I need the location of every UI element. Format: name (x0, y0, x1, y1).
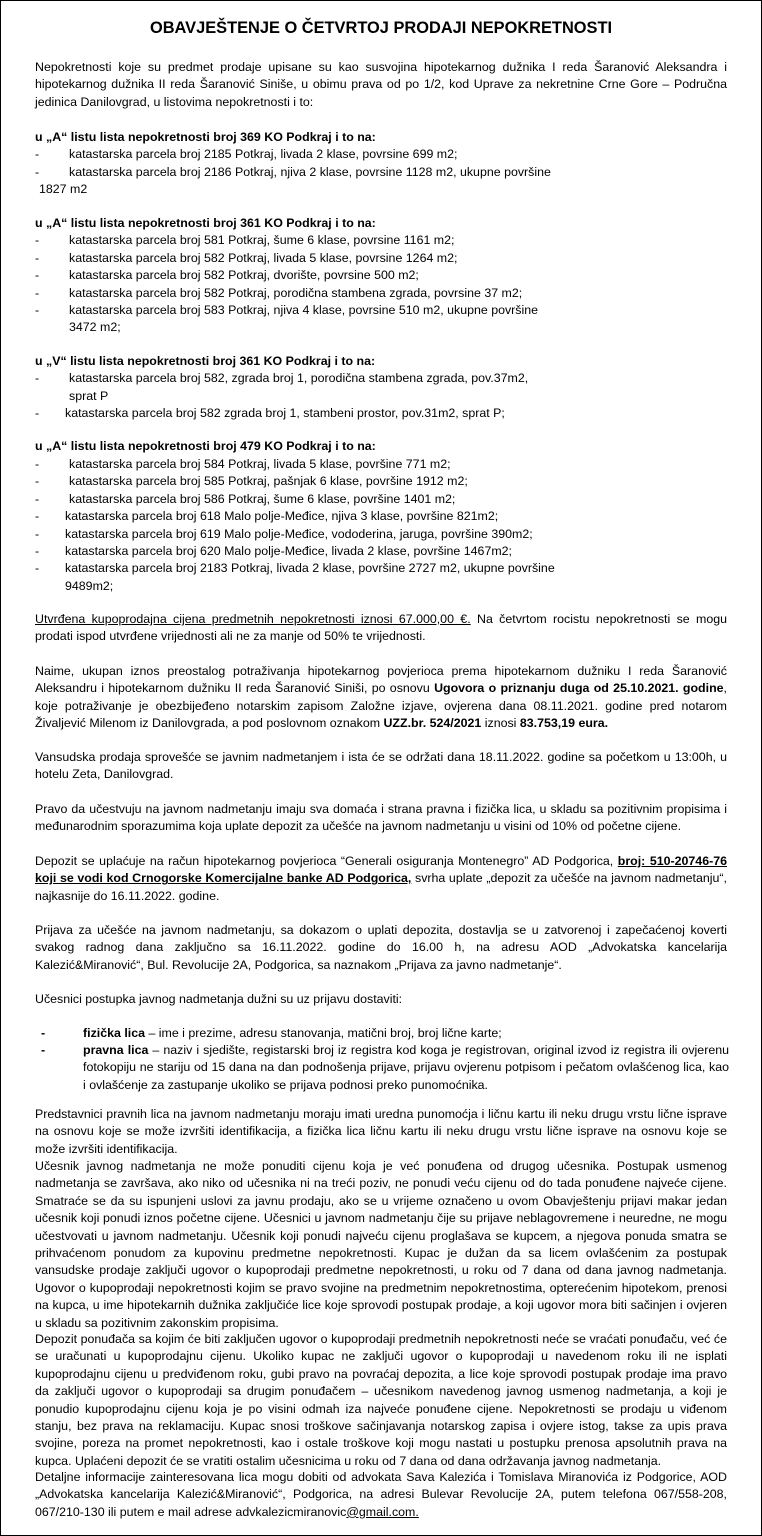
price-rest: Na četvrtom rocistu nepokretnosti se mogu prodati ispod utvrđene vrijednosti ali ne za manje od 50% te vrijednosti. (35, 612, 728, 644)
auction-paragraph: Vansudska prodaja sprovešće se javnim nadmetanjem i ista će se održati dana 18.11.2022. godine sa početkom u 13:00h, u hotelu Zeta, Danilovgrad. (35, 750, 727, 782)
notice-title: OBAVJEŠTENJE O ČETVRTOJ PRODAJI NEPOKRETNOSTI (149, 19, 613, 37)
debt-amount: 83.753,19 eura. (519, 716, 609, 731)
parcel-text: katastarska parcela broj 618 Malo polje-Međice, njiva 3 klase, površine 821m2; (65, 509, 499, 523)
parcel-text: katastarska parcela broj 581 Potkraj, šume 6 klase, povrsine 1161 m2; (69, 233, 455, 247)
application-paragraph: Prijava za učešće na javnom nadmetanju, sa dokazom o uplati depozita, dostavlja se u zatvorenoj i zapečaćenoj koverti svakog radnog dana zaključno sa 16.11.2022. godine do 16.00 h, na adresu AOD „Advokatska kancelarija Kalezić&Miranović“, Bul. Revolucije 2A, Podgorica, sa naznakom „Prijava za javno nadmetanje“. (35, 923, 727, 972)
price-paragraph (35, 611, 727, 646)
item-continuation: sprat P (69, 389, 109, 403)
total-area: 3472 m2; (69, 320, 121, 334)
notary-reference: UZZ.br. 524/2021 (383, 716, 482, 731)
parcel-text: katastarska parcela broj 2186 Potkraj, njiva 2 klase, povrsine 1128 m2, ukupne površine (69, 165, 551, 179)
total-area: 9489m2; (65, 579, 114, 593)
requirement-label: fizička lica (83, 1026, 145, 1040)
requirement-label: pravna lica (83, 1043, 149, 1057)
parcel-text: katastarska parcela broj 586 Potkraj, šume 6 klase, površine 1401 m2; (69, 492, 456, 506)
participants-intro: Učesnici postupka javnog nadmetanja dužni su uz prijavu dostaviti: (35, 992, 403, 1006)
parcel-text: katastarska parcela broj 584 Potkraj, livada 5 klase, površine 771 m2; (69, 457, 451, 471)
parcel-text: katastarska parcela broj 2183 Potkraj, livada 2 klase, površine 2727 m2, ukupne površine (65, 561, 555, 575)
requirement-text: – ime i prezime, adresu stanovanja, matični broj, broj lične karte; (145, 1026, 502, 1040)
price-underlined: Utvrđena kupoprodajna cijena predmetnih nepokretnosti iznosi 67.000,00 €. (35, 612, 471, 626)
parcel-text: katastarska parcela broj 620 Malo polje-Međice, livada 2 klase, površine 1467m2; (65, 544, 512, 558)
parcel-text: katastarska parcela broj 582 Potkraj, dvorište, povrsine 500 m2; (69, 268, 419, 282)
parcel-text: katastarska parcela broj 582, zgrada broj 1, porodična stambena zgrada, pov.37m2, (69, 371, 529, 385)
parcel-text: katastarska parcela broj 582 Potkraj, livada 5 klase, povrsine 1264 m2; (69, 251, 458, 265)
parcel-text: katastarska parcela broj 585 Potkraj, pašnjak 6 klase, površine 1912 m2; (69, 474, 468, 488)
parcel-text: katastarska parcela broj 619 Malo polje-Međice, vododerina, jaruga, površine 390m2; (65, 527, 533, 541)
parcel-text: katastarska parcela broj 583 Potkraj, njiva 4 klase, povrsine 510 m2, ukupne površine (69, 303, 539, 317)
bank-account: broj: 510-20746-76 koji se vodi kod Crnogorske Komercijalne banke AD Podgorica, (35, 854, 727, 886)
debt-paragraph: Naime, ukupan iznos preostalog potraživanja hipotekarnog povjerioca prema hipotekarnom dužniku I reda Šaranović Aleksandru i hipotekarnom dužniku II reda Šaranović Siniši, po osnovu Ugovora o priznanju duga od 25.10.2021. godine, koje potraživanje je obezbijeđeno notarskim zapisom Založne izjave, ovjerena dana 08.11.2021. godine pred notarom Živaljević Milenom iz Danilovgrada, a pod poslovnom oznakom UZZ.br. 524/2021 iznosi 83.753,19 eura. (35, 664, 727, 731)
representatives-paragraph: Predstavnici pravnih lica na javnom nadmetanju moraju imati uredna punomoćja i ličnu kartu ili neku drugu vrstu lične isprave na osnovu koje se može izvršiti identifikacija, a fizička lica ličnu kartu ili neku drugu vrstu lične isprave na osnovu koje se može izvršiti identifikacija. (35, 1107, 727, 1156)
parcel-text: katastarska parcela broj 2185 Potkraj, livada 2 klase, povrsine 699 m2; (69, 147, 458, 161)
deposit-refund-paragraph: Depozit ponuđača sa kojim će biti zaključen ugovor o kupoprodaji predmetnih nepokretnosti neće se vraćati ponuđaču, već će se uračunati u kupoprodajnu cijenu. Ukoliko kupac ne zaključi ugovor o kupoprodaji u navedenom roku ili ne isplati kupoprodajnu cijenu u predviđenom roku, gubi pravo na povraćaj depozita, a lice koje sprovodi postupak prodaje ima pravo da zaključi ugovor o kupoprodaji sa drugim ponuđačem – učesnikom navedenog javnog usmenog nadmetanja, a koji je ponudio kupoprodajnu cijenu koja je po visini odmah iza najveće ponuđene cijene. Nepokretnosti se prodaju u viđenom stanju, bez prava na reklamaciju. Kupac snosi troškove sačinjavanja notarskog zapisa i ovjere istog, takse za upis prava svojine, poreza na promet nepokretnosti, kao i ostale troškove koji mogu nastati u postupku prenosa apsolutnih prava na kupca. Uplaćeni depozit će se vratiti ostalim učesnicima u roku od 7 dana od dana održavanja javnog nadmetanja. (35, 1332, 727, 1468)
total-area: 1827 m2 (39, 182, 88, 196)
contact-paragraph: Detaljne informacije zainteresovana lica mogu dobiti od advokata Sava Kalezića i Tomislava Miranovića iz Podgorice, AOD „Advokatska kancelarija Kalezić&Miranović“, Podgorica, na adresi Bulevar Revolucije 2A, putem telefona 067/558-208, 067/210-130 ili putem e mail adrese advkalezicmiranovic@gmail.com. (35, 1470, 727, 1519)
deposit-paragraph: Depozit se uplaćuje na račun hipotekarnog povjerioca “Generali osiguranja Montenegro” AD Podgorica, broj: 510-20746-76 koji se vodi kod Crnogorske Komercijalne banke AD Podgorica, svrha uplate „depozit za učešće na javnom nadmetanju“, najkasnije do 16.11.2022. godine. (35, 854, 727, 903)
section-heading: u „V“ listu lista nepokretnosti broj 361 KO Podkraj i to na: (35, 354, 376, 368)
section-heading: u „A“ listu lista nepokretnosti broj 479 KO Podkraj i to na: (35, 439, 376, 453)
parcel-text: katastarska parcela broj 582 zgrada broj 1, stambeni prostor, pov.31m2, sprat P; (65, 406, 505, 420)
rights-paragraph: Pravo da učestvuju na javnom nadmetanju imaju sva domaća i strana pravna i fizička lica, u skladu sa pozitivnim propisima i međunarodnim sporazumima koja uplate depozit za učešće na javnom nadmetanju u visini od 10% od početne cijene. (35, 802, 727, 834)
intro-paragraph: Nepokretnosti koje su predmet prodaje upisane su kao susvojina hipotekarnog dužnika I reda Šaranović Aleksandra i hipotekarnog dužnika II reda Šaranović Siniše, u obimu prava od po 1/2, kod Uprave za nekretnine Crne Gore – Područna jedinica Danilovgrad, u listovima nepokretnosti i to: (35, 60, 727, 109)
contract-reference: Ugovora o priznanju duga od 25.10.2021. godine (434, 681, 724, 696)
parcel-text: katastarska parcela broj 582 Potkraj, porodična stambena zgrada, povrsine 37 m2; (69, 286, 523, 300)
email-link[interactable]: @gmail.com. (346, 1504, 419, 1519)
notice-page: OBAVJEŠTENJE O ČETVRTOJ PRODAJI NEPOKRETNOSTI Nepokretnosti koje su predmet prodaje upisane su kao susvojina hipotekarnog dužnika I reda Šaranović Aleksandra i hipotekarnog dužnika II reda Šaranović Siniše, u obimu prava od po 1/2, kod Uprave za nekretnine Crne Gore – Područna jedinica Danilovgrad, u listovima nepokretnosti i to: u „A“ listu lista nepokretnosti broj 369 KO Podkraj i to na: - katastarska parcela broj 2185 Potkraj, livada 2 klase, povrsine 699 m2; - katastarska parcela broj 2186 Potkraj, njiva 2 klase, povrsine 1128 m2, ukupne površine 1827 m2 u „A“ listu lista nepokretnosti broj 361 KO Podkraj i to na: - katastarska parcela broj 581 Potkraj, šume 6 klase, povrsine 1161 m2; - katastarska parcela broj 582 Potkraj, livada 5 klase, povrsine 1264 m2; - katastarska parcela broj 582 Potkraj, dvorište, povrsine 500 m2; - katastarska parcela broj 582 Potkraj, porodična stambena zgrada, povrsine 37 m2; - katastarska parcela broj 583 Potkraj, njiva 4 klase, povrsine 510 m2, ukupne površine 3472 m2; u „V“ listu lista nepokretnosti broj 361 KO Podkraj i to na: - katastarska parcela broj 582, zgrada broj 1, porodična stambena zgrada, pov.37m2, sprat P - katastarska parcela broj 582 zgrada broj 1, stambeni prostor, pov.31m2, sprat P; u „A“ listu lista nepokretnosti broj 479 KO Podkraj i to na: - katastarska parcela broj 584 Potkraj, livada 5 klase, površine 771 m2; - katastarska parcela broj 585 Potkraj, pašnjak 6 klase, površine 1912 m2; - katastarska parcela broj 586 Potkraj, šume 6 klase, površine 1401 m2; - katastarska parcela broj 618 Malo polje-Međice, njiva 3 klase, površine 821m2; - katastarska parcela broj 619 Malo polje-Međice, vododerina, jaruga, površine 390m2; - katastarska parcela broj 620 Malo polje-Međice, livada 2 klase, površine 1467m2; - katastarska parcela broj 2183 Potkraj, livada 2 klase, površine 2727 m2, ukupne površine 9489m2; Utvrđena kupoprodajna cijena predmetnih nepokretnosti iznosi 67.000,00 €. Na četvrtom rocistu nepokretnosti se mogu prodati ispod utvrđene vrijednosti ali ne za manje od 50% te vrijednosti. Naime, ukupan iznos preostalog potraživanja hipotekarnog povjerioca prema hipotekarnom dužniku I reda Šaranović Aleksandru i hipotekarnom dužniku II reda Šaranović Siniši, po osnovu Ugovora o priznanju duga od 25.10.2021. godine, koje potraživanje je obezbijeđeno notarskim zapisom Založne izjave, ovjerena dana 08.11.2021. godine pred notarom Živaljević Milenom iz Danilovgrada, a pod poslovnom oznakom UZZ.br. 524/2021 iznosi 83.753,19 eura. Vansudska prodaja sprovešće se javnim nadmetanjem i ista će se održati dana 18.11.2022. godine sa početkom u 13:00h, u hotelu Zeta, Danilovgrad. Pravo da učestvuju na javnom nadmetanju imaju sva domaća i strana pravna i fizička lica, u skladu sa pozitivnim propisima i međunarodnim sporazumima koja uplate depozit za učešće na javnom nadmetanju u visini od 10% od početne cijene. Depozit se uplaćuje na račun hipotekarnog povjerioca “Generali osiguranja Montenegro” AD Podgorica, broj: 510-20746-76 koji se vodi kod Crnogorske Komercijalne banke AD Podgorica, svrha uplate „depozit za učešće na javnom nadmetanju“, najkasnije do 16.11.2022. godine. Prijava za učešće na javnom nadmetanju, sa dokazom o uplati depozita, dostavlja se u zatvorenoj i zapečaćenoj koverti svakog radnog dana zaključno sa 16.11.2022. godine do 16.00 h, na adresu AOD „Advokatska kancelarija Kalezić&Miranović“, Bul. Revolucije 2A, Podgorica, sa naznakom „Prijava za javno nadmetanje“. Učesnici postupka javnog nadmetanja dužni su uz prijavu dostaviti: - fizička lica – ime i prezime, adresu stanovanja, matični broj, broj lične karte; - pravna lica – naziv i sjedište, registarski broj iz registra kod koga je registrovan, original izvod iz registra ili ovjerenu fotokopiju ne stariju od 15 dana na dan podnošenja prijave, prijavu ovjerenu potpisom i pečatom ovlašćenog lica, kao i ovlašćenje za zastupanje ukoliko se prijava podnosi preko punomoćnika. Predstavnici pravnih lica na javnom nadmetanju moraju imati uredna punomoćja i ličnu kartu ili neku drugu vrstu lične isprave na osnovu koje se može izvršiti identifikacija, a fizička lica ličnu kartu ili neku drugu vrstu lične isprave na osnovu koje se može izvršiti identifikacija. Učesnik javnog nadmetanja ne može ponuditi cijenu koja je već ponuđena od drugog učesnika. Postupak usmenog nadmetanja se završava, ako niko od učesnika ni na treći poziv, ne ponudi veću cijenu od do tada ponuđene najveće cijene. Smatraće se da su ispunjeni uslovi za javnu prodaju, ako se u vrijeme označeno u ovom Obavještenju prijavi makar jedan učesnik koji ponudi iznos početne cijene. Učesnici u javnom nadmetanju čije su prijave neblagovremene i neuredne, ne mogu učestvovati u javnom nadmetanju. Učesnik koji ponudi najveću cijenu proglašava se kupcem, a njegova ponuda smatra se prihvaćenom ponudom za kupovinu predmetne nepokretnosti. Kupac je dužan da sa licem ovlašćenim za postupak vansudske prodaje zaključi ugovor o kupoprodaji predmetne nepokretnosti, u roku od 7 dana od dana javnog nadmetanja. Ugovor o kupoprodaji nepokretnosti kojim se pravo svojine na predmetnim nepokretnostima, opterećenim hipotekom, prenosi na kupca, u ime hipotekarnih dužnika zaključiće lice koje sprovodi postupak prodaje, a koji ugovor mora biti sačinjen i ovjeren u skladu sa pozitivnim zakonskim propisima. Depozit ponuđača sa kojim će biti zaključen ugovor o kupoprodaji predmetnih nepokretnosti neće se vraćati ponuđaču, već će se uračunati u kupoprodajnu cijenu. Ukoliko kupac ne zaključi ugovor o kupoprodaji u navedenom roku ili ne isplati kupoprodajnu cijenu u predviđenom roku, gubi pravo na povraćaj depozita, a lice koje sprovodi postupak prodaje ima pravo da zaključi ugovor o kupoprodaji sa drugim ponuđačem – učesnikom navedenog javnog usmenog nadmetanja, a koji je ponudio kupoprodajnu cijenu koja je po visini odmah iza najveće ponuđene cijene. Nepokretnosti se prodaju u viđenom stanju, bez prava na reklamaciju. Kupac snosi troškove sačinjavanja notarskog zapisa i ovjere istog, takse za upis prava svojine, poreza na promet nepokretnosti, kao i ostale troškove koji mogu nastati u postupku prenosa apsolutnih prava na kupca. Uplaćeni depozit će se vratiti ostalim učesnicima u roku od 7 dana od dana održavanja javnog nadmetanja. Detaljne informacije zainteresovana lica mogu dobiti od advokata Sava Kalezića i Tomislava Miranovića iz Podgorice, AOD „Advokatska kancelarija Kalezić&Miranović“, Podgorica, na adresi Bulevar Revolucije 2A, putem telefona 067/558-208, 067/210-130 ili putem e mail adrese advkalezicmiranovic@gmail.com. (0, 0, 762, 1536)
bidding-rules-paragraph: Učesnik javnog nadmetanja ne može ponuditi cijenu koja je već ponuđena od drugog učesnika. Postupak usmenog nadmetanja se završava, ako niko od učesnika ni na treći poziv, ne ponudi veću cijenu od do tada ponuđene najveće cijene. Smatraće se da su ispunjeni uslovi za javnu prodaju, ako se u vrijeme označeno u ovom Obavještenju prijavi makar jedan učesnik koji ponudi iznos početne cijene. Učesnici u javnom nadmetanju čije su prijave neblagovremene i neuredne, ne mogu učestvovati u javnom nadmetanju. Učesnik koji ponudi najveću cijenu proglašava se kupcem, a njegova ponuda smatra se prihvaćenom ponudom za kupovinu predmetne nepokretnosti. Kupac je dužan da sa licem ovlašćenim za postupak vansudske prodaje zaključi ugovor o kupoprodaji predmetne nepokretnosti, u roku od 7 dana od dana javnog nadmetanja. Ugovor o kupoprodaji nepokretnosti kojim se pravo svojine na predmetnim nepokretnostima, opterećenim hipotekom, prenosi na kupca, u ime hipotekarnih dužnika zaključiće lice koje sprovodi postupak prodaje, a koji ugovor mora biti sačinjen i ovjeren u skladu sa pozitivnim zakonskim propisima. (35, 1159, 727, 1330)
section-heading: u „A“ listu lista nepokretnosti broj 361 KO Podkraj i to na: (35, 216, 376, 230)
section-heading: u „A“ listu lista nepokretnosti broj 369 KO Podkraj i to na: (35, 130, 376, 144)
requirement-text: – naziv i sjedište, registarski broj iz registra kod koga je registrovan, original izvod iz registra ili ovjerenu fotokopiju ne stariju od 15 dana na dan podnošenja prijave, prijavu ovjerenu potpisom i pečatom ovlašćenog lica, kao i ovlašćenje za zastupanje ukoliko se prijava podnosi preko punomoćnika. (83, 1043, 729, 1092)
